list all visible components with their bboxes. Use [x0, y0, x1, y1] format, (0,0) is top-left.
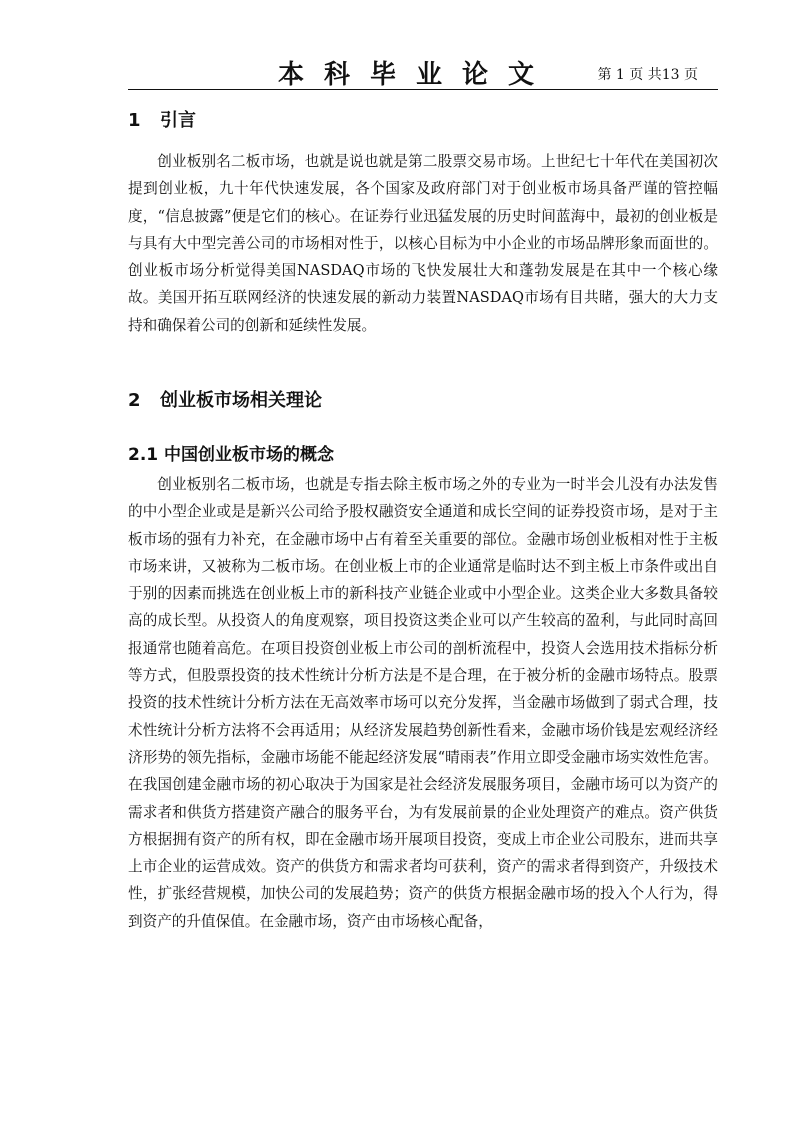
section-2-heading	[128, 386, 322, 412]
section-title: 引言	[160, 110, 196, 131]
section-title: 创业板市场相关理论	[160, 390, 322, 411]
concept-paragraph: 创业板别名二板市场，也就是专指去除主板市场之外的专业为一时半会儿没有办法发售的中小型企业或是是新兴公司给予股权融资安全通道和成长空间的证券投资市场，是对于主板市场的强有力补充，在金融市场中占有着至关重要的部位。金融市场创业板相对性于主板市场来讲，又被称为二板市场。在创业板上市的企业通常是临时达不到主板上市条件或出自于别的因素而挑选在创业板上市的新科技产业链企业或中小型企业。这类企业大多数具备较高的成长型。从投资人的角度观察，项目投资这类企业可以产生较高的盈利，与此同时高回报通常也随着高危。在项目投资创业板上市公司的剖析流程中，投资人会选用技术指标分析等方式，但股票投资的技术性统计分析方法是不是合理，在于被分析的金融市场特点。股票投资的技术性统计分析方法在无高效率市场可以充分发挥，当金融市场做到了弱式合理，技术性统计分析方法将不会再适用；从经济发展趋势创新性看来，金融市场价钱是宏观经济经济形势的领先指标，金融市场能不能起经济发展“晴雨表”作用立即受金融市场实效性危害。在我国创建金融市场的初心取决于为国家是社会经济发展服务项目，金融市场可以为资产的需求者和供货方搭建资产融合的服务平台，为有发展前景的企业处理资产的难点。资产供货方根据拥有资产的所有权，即在金融市场开展项目投资，变成上市企业公司股东，进而共享上市企业的运营成效。资产的供货方和需求者均可获利，资产的需求者得到资产，升级技术性，扩张经营规模，加快公司的发展趋势；资产的供货方根据金融市场的投入个人行为，得到资产的升值保值。在金融市场，资产由市场核心配备，	[128, 476, 718, 930]
page-number: 第 1 页 共13 页	[597, 67, 698, 83]
section-number: 1	[128, 110, 141, 131]
thesis-title: 本科毕业论文	[278, 60, 555, 90]
page-header	[128, 52, 718, 90]
section-1-heading	[128, 106, 196, 132]
subsection-2-1-heading: 2.1 中国创业板市场的概念	[128, 445, 335, 465]
header-divider	[128, 89, 718, 90]
section-number: 2	[128, 390, 141, 411]
intro-paragraph: 创业板别名二板市场，也就是说也就是第二股票交易市场。上世纪七十年代在美国初次提到创业板，九十年代快速发展，各个国家及政府部门对于创业板市场具备严谨的管控幅度，“信息披露”便是它们的核心。在证券行业迅猛发展的历史时间蓝海中，最初的创业板是与具有大中型完善公司的市场相对性于，以核心目标为中小企业的市场品牌形象而面世的。创业板市场分析觉得美国NASDAQ市场的飞快发展壮大和蓬勃发展是在其中一个核心缘故。美国开拓互联网经济的快速发展的新动力装置NASDAQ市场有目共睹，强大的大力支持和确保着公司的创新和延续性发展。	[128, 153, 718, 334]
